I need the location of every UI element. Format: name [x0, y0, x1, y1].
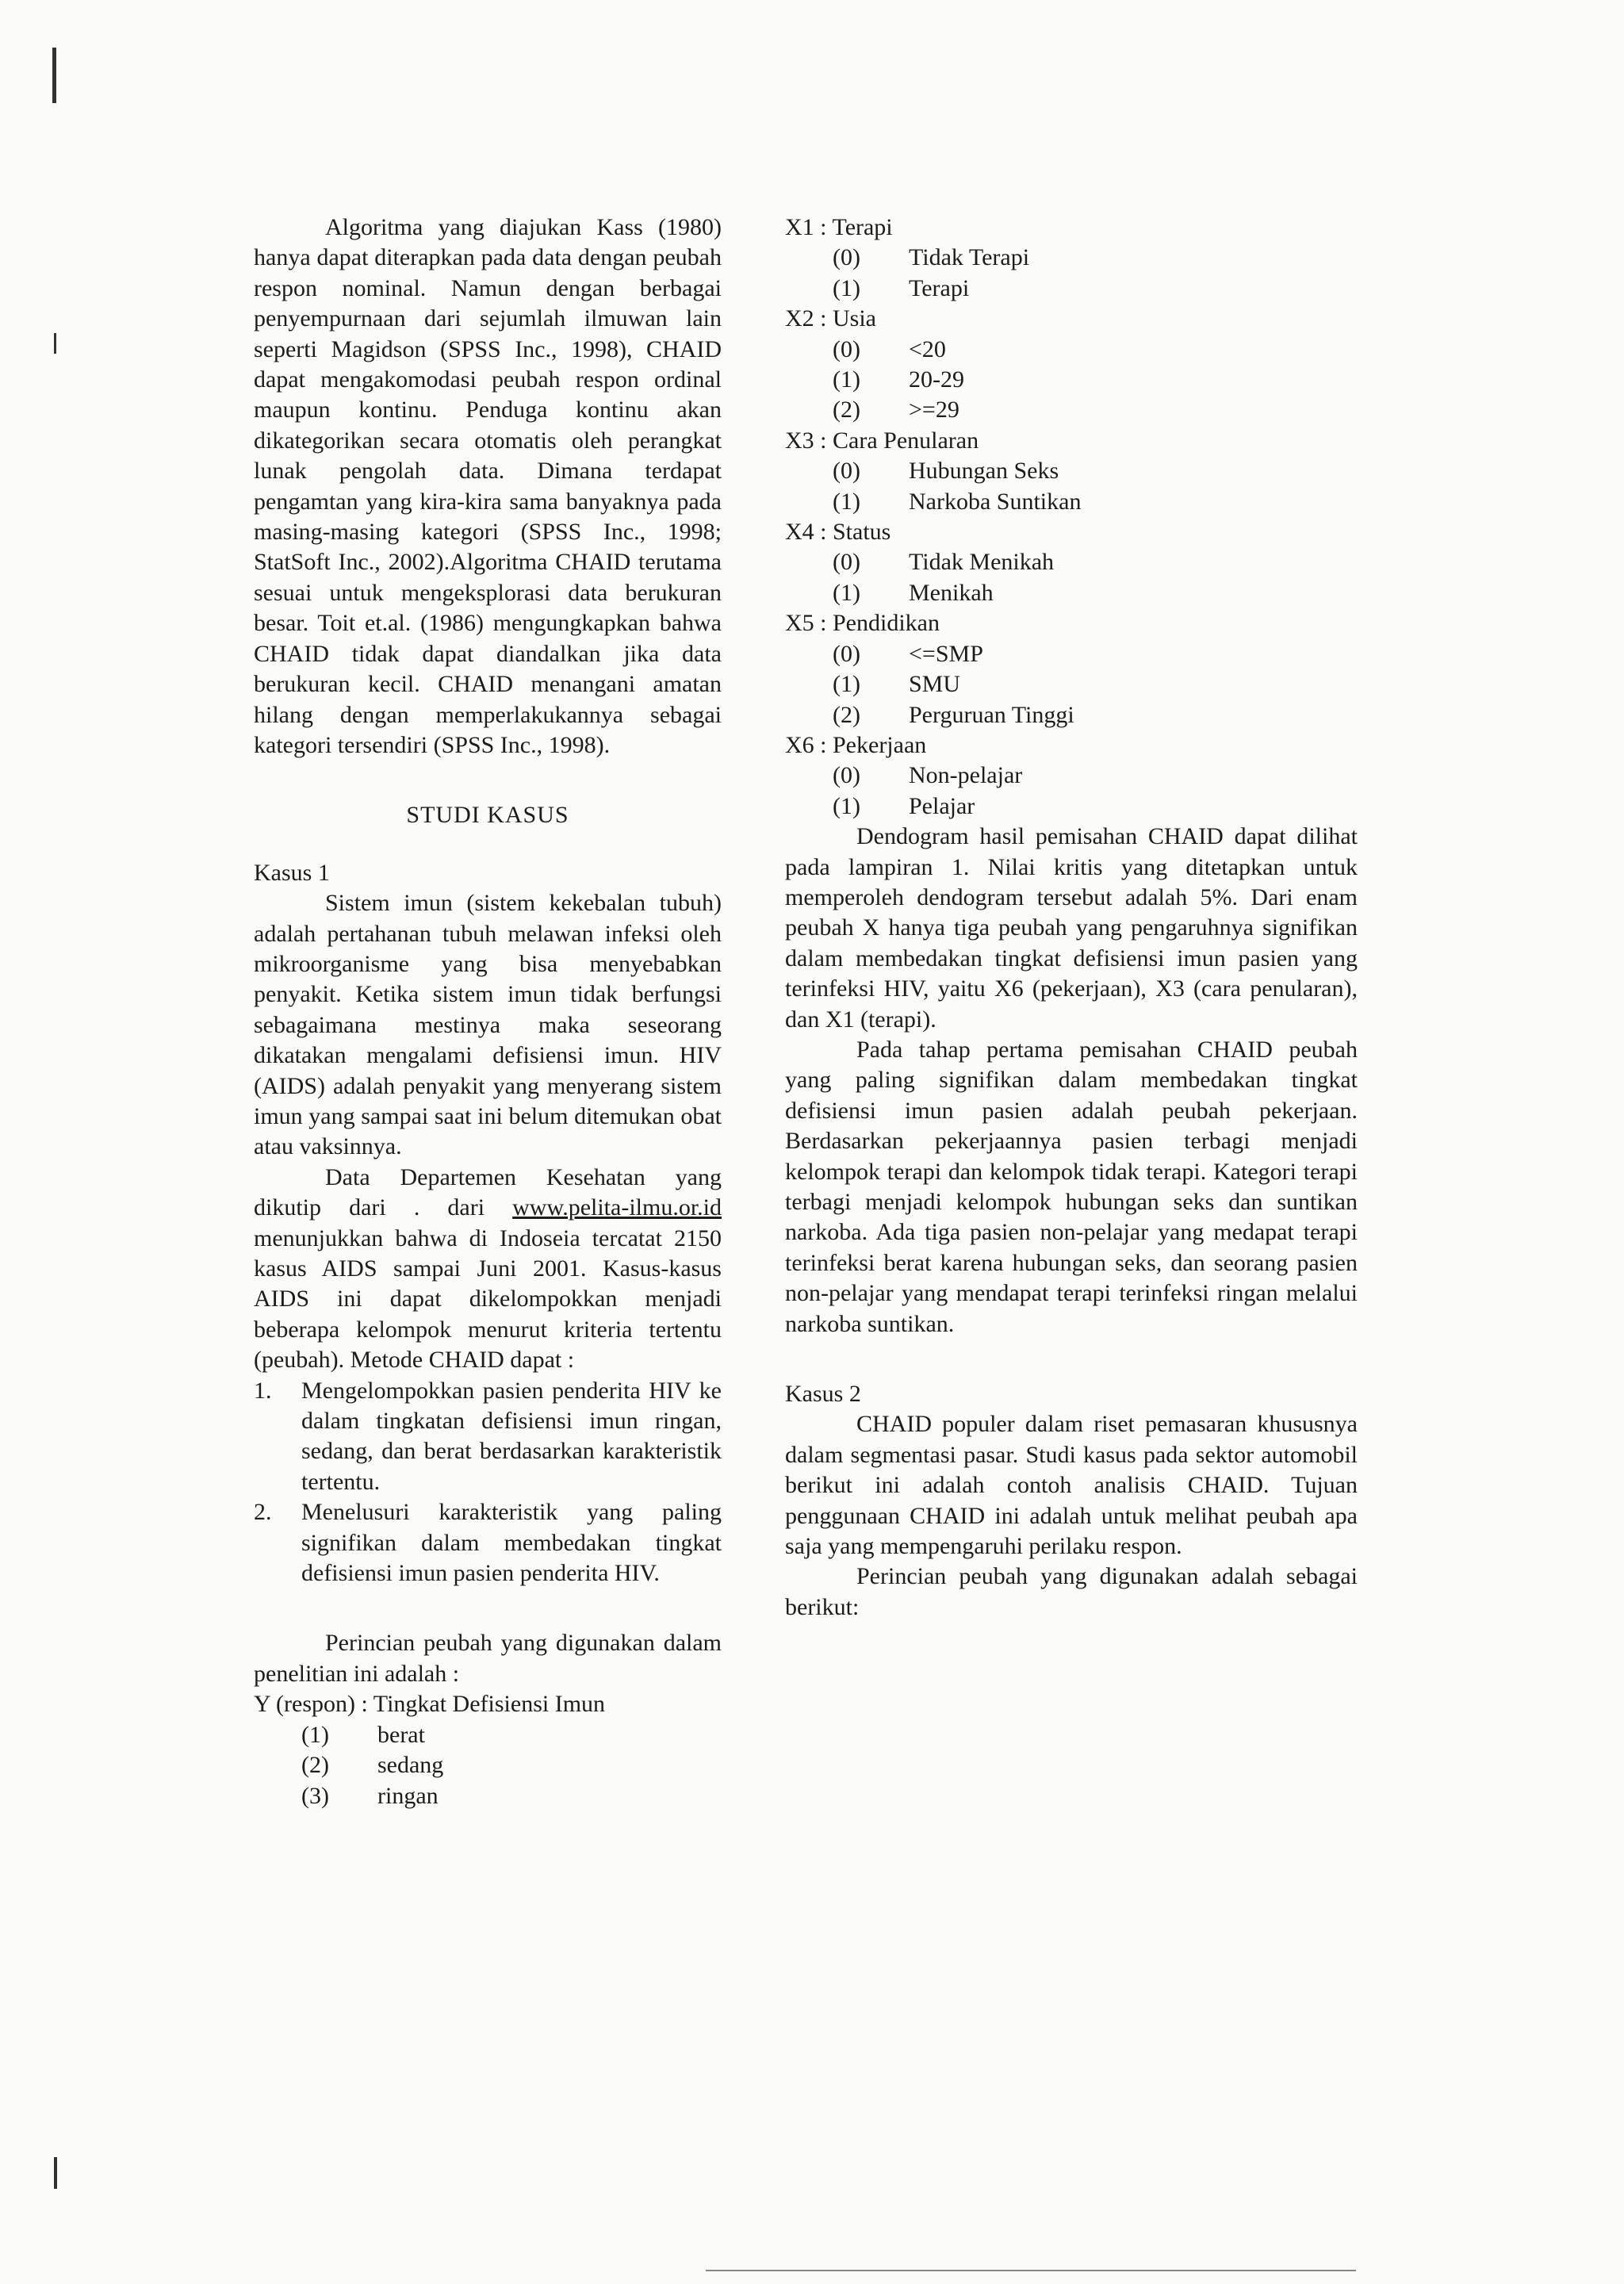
- list-item: [785, 243, 1358, 273]
- list-item: [785, 700, 1358, 730]
- item-label: Tidak Menikah: [909, 549, 1055, 576]
- right-column: [785, 213, 1358, 1623]
- item-code: (2): [833, 397, 860, 423]
- list-item: [254, 1376, 722, 1498]
- list-item: [785, 761, 1358, 791]
- variable-items: [785, 243, 1358, 304]
- item-code: (1): [833, 792, 860, 819]
- item-label: berat: [377, 1721, 425, 1748]
- item-code: (3): [301, 1782, 329, 1809]
- item-label: Tidak Terapi: [909, 244, 1030, 271]
- bottom-divider: [706, 2270, 1356, 2271]
- item-label: Terapi: [909, 274, 970, 301]
- response-items: [254, 1720, 722, 1811]
- item-code: (1): [833, 579, 860, 606]
- list-item: [785, 395, 1358, 425]
- case1-data-text-a: Data Departemen Kesehatan yang dikutip dari . dari: [254, 1163, 722, 1221]
- list-item: [785, 578, 1358, 608]
- item-label: sedang: [377, 1752, 444, 1779]
- variable-items: [785, 639, 1358, 730]
- item-label: ringan: [377, 1782, 439, 1809]
- list-item: [785, 335, 1358, 365]
- variable-heading: X1 : Terapi: [785, 214, 893, 240]
- list-item: [785, 365, 1358, 395]
- item-code: (2): [833, 701, 860, 728]
- list-item: [254, 1781, 722, 1811]
- item-label: Hubungan Seks: [909, 458, 1059, 485]
- item-label: SMU: [909, 671, 961, 698]
- dendogram-paragraph: Dendogram hasil pemisahan CHAID dapat dilihat pada lampiran 1. Nilai kritis yang ditetapkan untuk memperoleh dendogram tersebut adalah 5%. Dari enam peubah X hanya tiga peubah yang pengaruhnya signifikan dalam membedakan tingkat defisiensi imun pasien yang terinfeksi HIV, yaitu X6 (pekerjaan), X3 (cara penularan), dan X1 (terapi).: [785, 823, 1358, 1033]
- item-label: Non-pelajar: [909, 762, 1023, 789]
- list-item: [785, 547, 1358, 577]
- variable-x2: [785, 304, 1358, 426]
- item-code: (2): [301, 1752, 329, 1779]
- item-code: (0): [833, 762, 860, 789]
- item-code: (1): [833, 488, 860, 515]
- item-label: Pelajar: [909, 792, 975, 819]
- method-steps-list: [254, 1376, 722, 1589]
- variable-x5: [785, 608, 1358, 730]
- intro-paragraph: Algoritma yang diajukan Kass (1980) hanya dapat diterapkan pada data dengan peubah respon nominal. Namun dengan berbagai penyempurnaan dari sejumlah ilmuwan lain seperti Magidson (SPSS Inc., 1998), CHAID dapat mengakomodasi peubah respon ordinal maupun kontinu. Penduga kontinu akan dikategorikan secara otomatis oleh perangkat lunak pengolah data. Dimana terdapat pengamtan yang kira-kira sama banyaknya pada masing-masing kategori (SPSS Inc., 1998; StatSoft Inc., 2002).Algoritma CHAID terutama sesuai untuk mengeksplorasi data berukuran besar. Toit et.al. (1986) mengungkapkan bahwa CHAID tidak dapat diandalkan jika data berukuran kecil. CHAID menangani amatan hilang dengan memperlakukannya sebagai kategori tersendiri (SPSS Inc., 1998).: [254, 214, 722, 758]
- item-code: (0): [833, 640, 860, 667]
- item-label: Perguruan Tinggi: [909, 701, 1074, 728]
- item-label: 20-29: [909, 366, 964, 393]
- list-item: [785, 274, 1358, 304]
- list-item: [785, 791, 1358, 822]
- item-label: Menikah: [909, 579, 994, 606]
- item-label: >=29: [909, 397, 959, 423]
- scan-edge-mark: [54, 2157, 57, 2189]
- list-item: [254, 1497, 722, 1588]
- step-number: 1.: [254, 1377, 272, 1404]
- item-code: (1): [833, 274, 860, 301]
- item-code: (1): [833, 671, 860, 698]
- variable-heading: X5 : Pendidikan: [785, 610, 940, 637]
- list-item: [785, 487, 1358, 517]
- case1-data-paragraph: [254, 1163, 722, 1376]
- variable-items: [785, 547, 1358, 608]
- variable-x6: [785, 730, 1358, 822]
- variable-items: [785, 456, 1358, 517]
- left-column: [254, 213, 722, 1811]
- item-code: (0): [833, 335, 860, 362]
- item-label: <20: [909, 335, 946, 362]
- section-heading: STUDI KASUS: [406, 802, 569, 829]
- response-label: Y (respon) : Tingkat Defisiensi Imun: [254, 1691, 606, 1718]
- source-link[interactable]: www.pelita-ilmu.or.id: [512, 1194, 722, 1221]
- step-number: 2.: [254, 1499, 272, 1526]
- variable-heading: X3 : Cara Penularan: [785, 427, 979, 454]
- case2-variables-intro: Perincian peubah yang digunakan adalah sebagai berikut:: [785, 1563, 1358, 1620]
- case1-paragraph: Sistem imun (sistem kekebalan tubuh) adalah pertahanan tubuh melawan infeksi oleh mikroorganisme yang bisa menyebabkan penyakit. Ketika sistem imun tidak berfungsi sebagaimana mestinya maka seseorang dikatakan mengalami defisiensi imun. HIV (AIDS) adalah penyakit yang menyerang sistem imun yang sampai saat ini belum ditemukan obat atau vaksinnya.: [254, 890, 722, 1160]
- item-code: (0): [833, 549, 860, 576]
- item-code: (0): [833, 244, 860, 271]
- scan-edge-mark: [54, 333, 56, 354]
- list-item: [785, 639, 1358, 669]
- step-text: Menelusuri karakteristik yang paling signifikan dalam membedakan tingkat defisiensi imun pasien penderita HIV.: [301, 1499, 722, 1587]
- item-code: (1): [833, 366, 860, 393]
- variable-heading: X4 : Status: [785, 519, 891, 546]
- step-text: Mengelompokkan pasien penderita HIV ke dalam tingkatan defisiensi imun ringan, sedang, dan berat berdasarkan karakteristik tertentu.: [301, 1377, 722, 1495]
- variable-items: [785, 761, 1358, 822]
- item-label: <=SMP: [909, 640, 983, 667]
- first-split-paragraph: Pada tahap pertama pemisahan CHAID peubah yang paling signifikan dalam membedakan tingkat defisiensi imun pasien adalah peubah pekerjaan. Berdasarkan pekerjaannya pasien terbagi menjadi kelompok terapi dan kelompok tidak terapi. Kategori terapi terbagi menjadi kelompok hubungan seks dan suntikan narkoba. Ada tiga pasien non-pelajar yang medapat terapi terinfeksi berat karena hubungan seks, dan seorang pasien non-pelajar yang mendapat terapi terinfeksi ringan melalui narkoba suntikan.: [785, 1036, 1358, 1337]
- scan-edge-mark: [52, 48, 56, 103]
- variable-heading: X2 : Usia: [785, 305, 876, 332]
- item-code: (0): [833, 458, 860, 485]
- case2-paragraph: CHAID populer dalam riset pemasaran khususnya dalam segmentasi pasar. Studi kasus pada sektor automobil berikut ini adalah contoh analisis CHAID. Tujuan penggunaan CHAID ini adalah untuk melihat peubah apa saja yang mempengaruhi perilaku respon.: [785, 1411, 1358, 1560]
- case2-title: Kasus 2: [785, 1381, 861, 1408]
- list-item: [785, 456, 1358, 486]
- case1-title: Kasus 1: [254, 859, 330, 886]
- variable-x1: [785, 213, 1358, 304]
- variable-x3: [785, 426, 1358, 517]
- list-item: [254, 1750, 722, 1780]
- list-item: [254, 1720, 722, 1750]
- list-item: [785, 669, 1358, 699]
- variable-items: [785, 335, 1358, 426]
- item-code: (1): [301, 1721, 329, 1748]
- variables-intro: Perincian peubah yang digunakan dalam penelitian ini adalah :: [254, 1630, 722, 1687]
- item-label: Narkoba Suntikan: [909, 488, 1082, 515]
- variable-heading: X6 : Pekerjaan: [785, 731, 927, 758]
- variable-x4: [785, 517, 1358, 608]
- case1-data-text-b: menunjukkan bahwa di Indoseia tercatat 2150 kasus AIDS sampai Juni 2001. Kasus-kasus AIDS ini dapat dikelompokkan menjadi beberapa kelompok menurut kriteria tertentu (peubah). Metode CHAID dapat :: [254, 1224, 722, 1374]
